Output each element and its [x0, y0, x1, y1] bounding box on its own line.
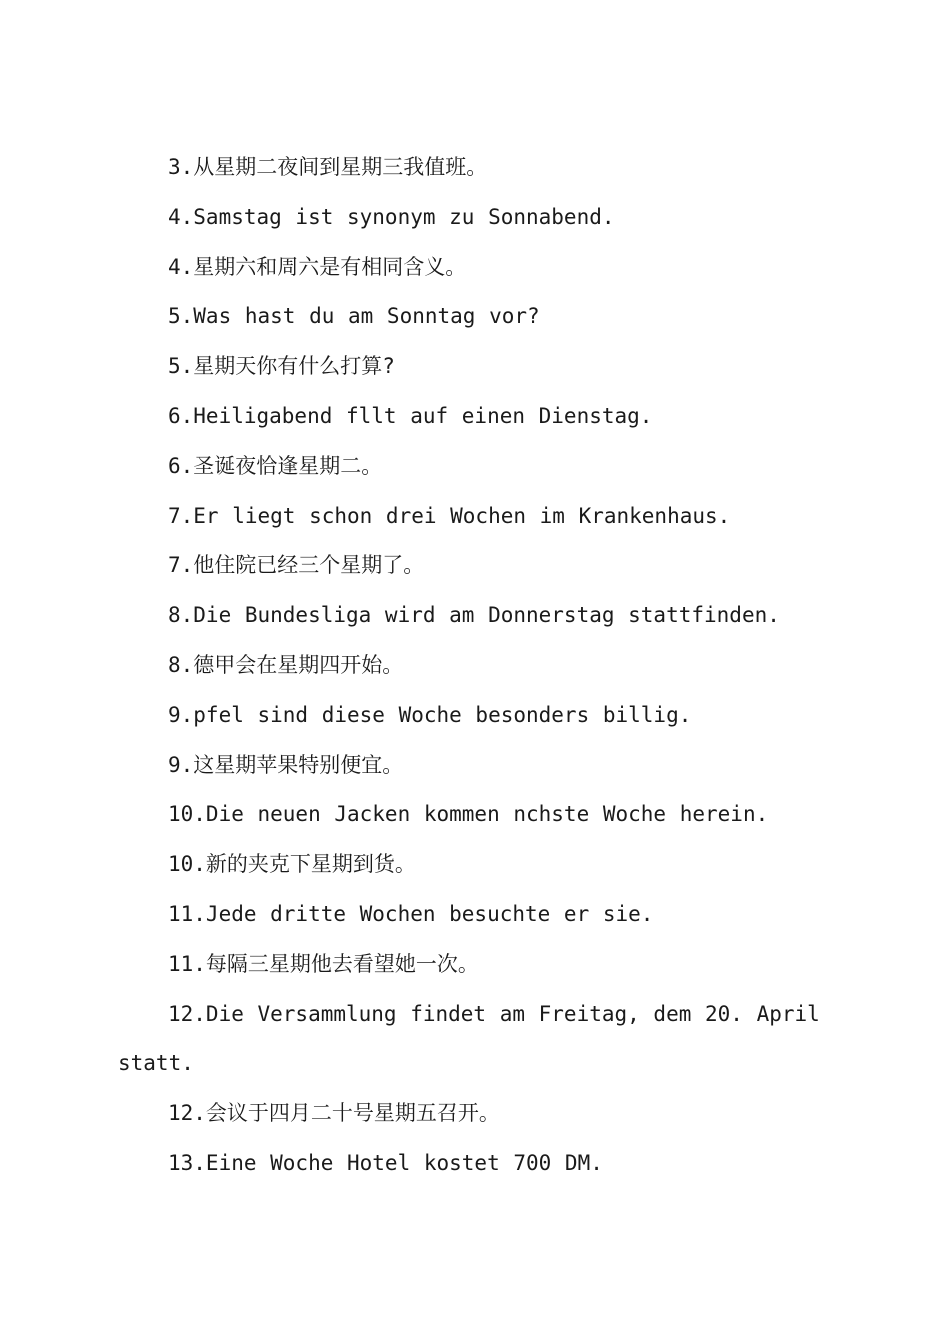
paragraph-11-zh: 11.每隔三星期他去看望她一次。	[168, 951, 479, 976]
paragraph-8-zh: 8.德甲会在星期四开始。	[168, 652, 404, 677]
paragraph-9-de: 9.pfel sind diese Woche besonders billig.	[168, 702, 692, 727]
paragraph-9-zh: 9.这星期苹果特别便宜。	[168, 752, 404, 777]
paragraph-11-de: 11.Jede dritte Wochen besuchte er sie.	[168, 901, 654, 926]
paragraph-8-de: 8.Die Bundesliga wird am Donnerstag stattfinden.	[168, 603, 780, 628]
paragraph-13-de: 13.Eine Woche Hotel kostet 700 DM.	[168, 1150, 603, 1175]
document-body	[118, 143, 830, 1189]
paragraph-7-de: 7.Er liegt schon drei Wochen im Krankenhaus.	[168, 503, 731, 528]
paragraph-10-de: 10.Die neuen Jacken kommen nchste Woche herein.	[168, 802, 769, 827]
paragraph-7-zh: 7.他住院已经三个星期了。	[168, 553, 425, 578]
paragraph-10-zh: 10.新的夹克下星期到货。	[168, 852, 416, 877]
paragraph-4-zh: 4.星期六和周六是有相同含义。	[168, 254, 467, 279]
paragraph-4-de: 4.Samstag ist synonym zu Sonnabend.	[168, 204, 615, 229]
paragraph-5-de: 5.Was hast du am Sonntag vor?	[168, 304, 540, 329]
paragraph-12-zh: 12.会议于四月二十号星期五召开。	[168, 1101, 500, 1126]
paragraph-6-zh: 6.圣诞夜恰逢星期二。	[168, 453, 383, 478]
paragraph-12-de: 12.Die Versammlung findet am Freitag, dem 20. April statt.	[118, 1001, 820, 1076]
paragraph-3-de-zh: 3.从星期二夜间到星期三我值班。	[168, 155, 488, 179]
paragraph-6-de: 6.Heiligabend fllt auf einen Dienstag.	[168, 403, 653, 428]
paragraph-5-zh: 5.星期天你有什么打算?	[168, 354, 395, 379]
